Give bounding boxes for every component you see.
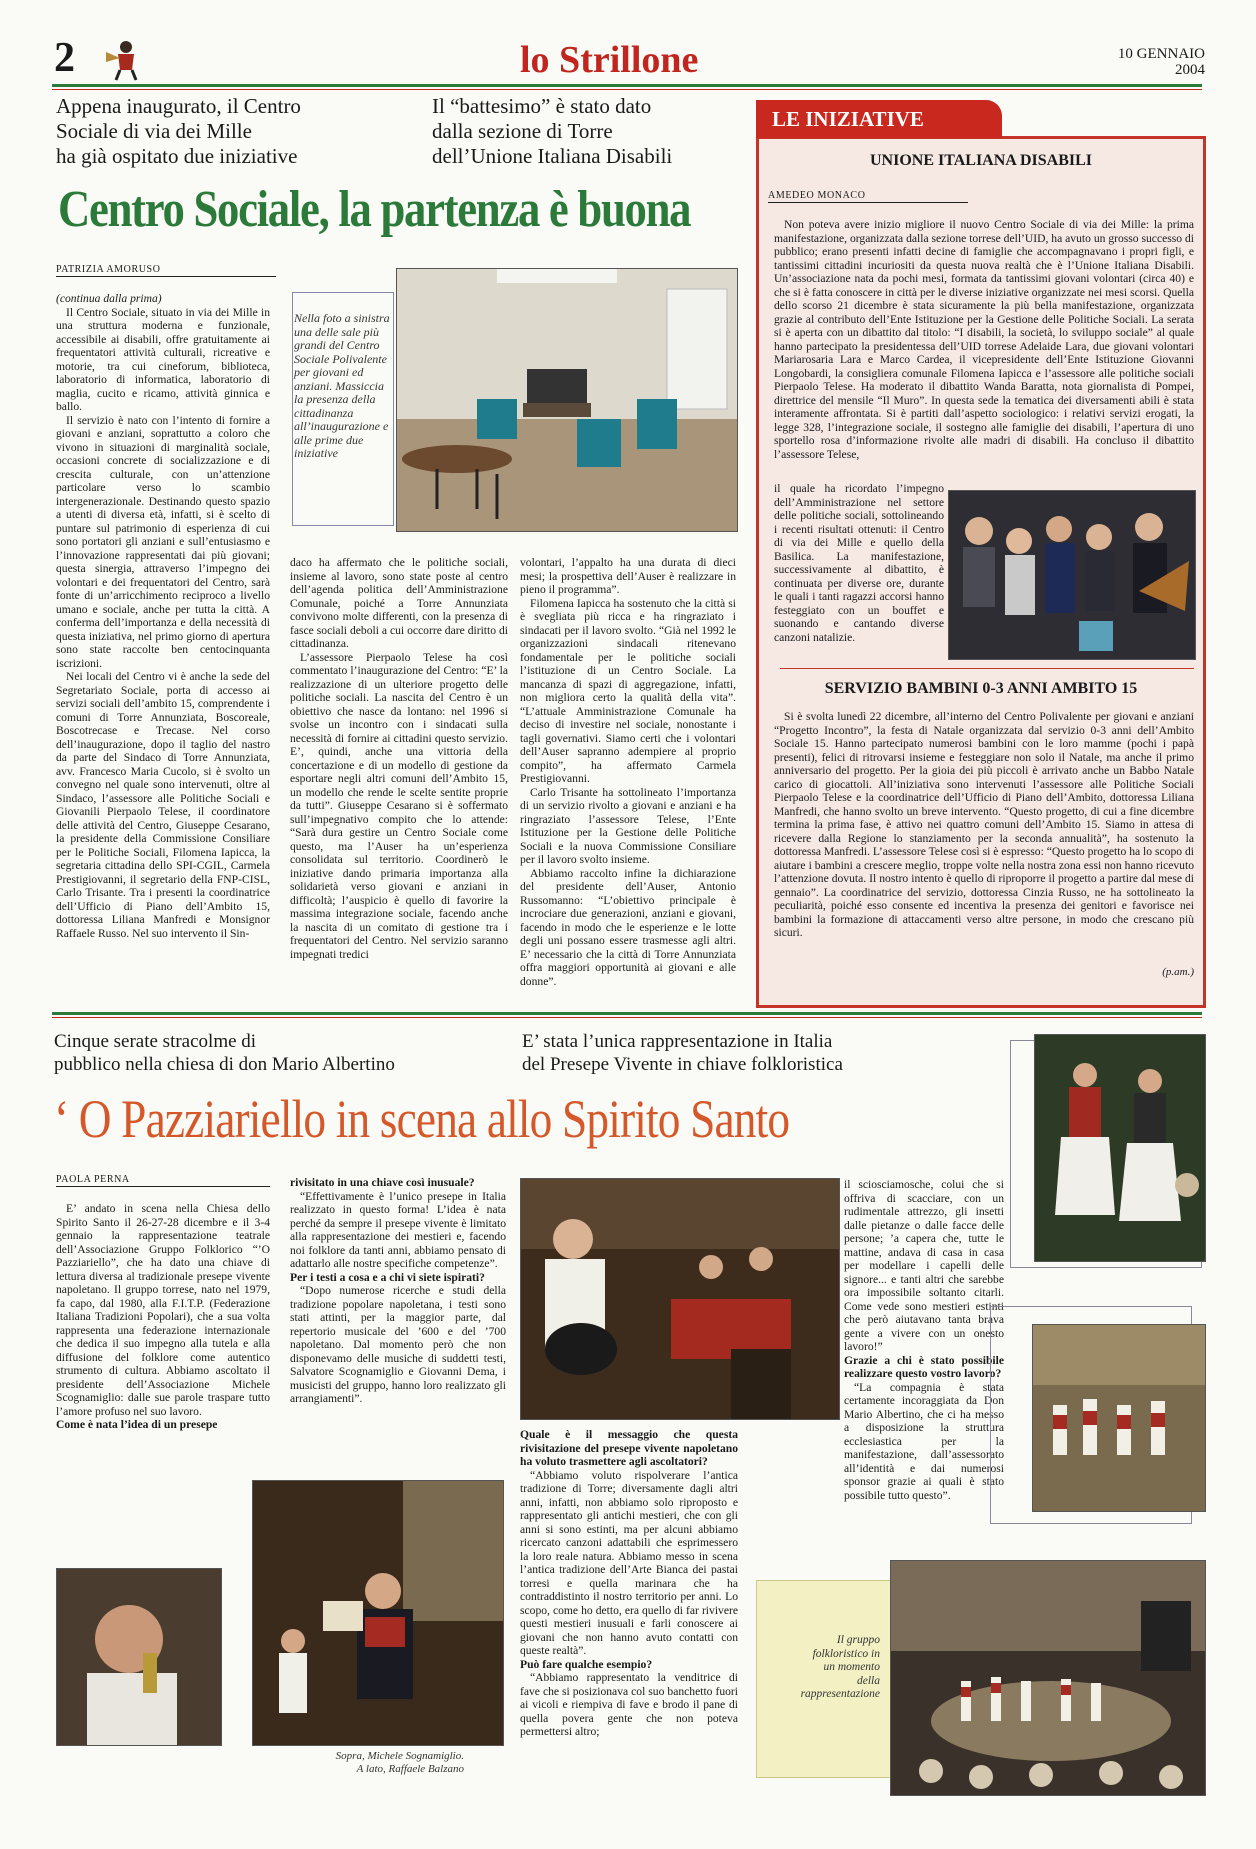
sidebar-section1-title: UNIONE ITALIANA DISABILI <box>870 152 1092 169</box>
continued-note: (continua dalla prima) <box>56 292 162 305</box>
kicker-left <box>56 94 301 169</box>
performance-photo <box>890 1560 1206 1796</box>
article2-kicker-right <box>522 1030 843 1076</box>
paragraph: Il Centro Sociale, situato in via dei Mille in una struttura moderna e funzionale, accessibile ai disabili, offre gratuitamente ai frequentatori attività culturali, ricreative e motorie, tra cui cineforum, biblioteca, laboratorio di informatica, laboratorio di maglia, cucito e ricamo, attività ginnica e ballo. <box>56 305 270 413</box>
question: Come è nata l’idea di un presepe <box>56 1418 218 1431</box>
question: Per i testi a cosa e a chi vi siete ispirati? <box>290 1270 485 1284</box>
paragraph: L’assessore Pierpaolo Telese ha così commentato l’inaugurazione del Centro: “E’ la realizzazione di un ulteriore progetto delle politiche sociali. La nascita del Centro è un obiettivo che nasce da lontano: nel 1996 si svolse un incontro con i sindacati sulla necessità di fornire ai cittadini questo servizio. E’, quindi, anche una vittoria della concertazione e di un modello di gestione da esportare negli altri comuni dell’Ambito 15, un modello che rende le scelte sentite proprie da tutti”. Giuseppe Cesarano si è soffermato sull’impegnativo compito che lo attende: “Sarà dura gestire un Centro Sociale come questo, ma l’Auser ha un’esperienza consolidata sul territorio. Coordinerò le iniziative dando primaria importanza alla solidarietà verso giovani e anziani in difficoltà; l’auspicio è quello di favorire la massima integrazione sociale, facendo anche la nascita di un comitato di gestione tra i frequentatori del Centro. Nel servizio saranno impegnati tredici <box>290 650 508 961</box>
article1-column-2 <box>290 556 508 1006</box>
caption-line: A lato, Raffaele Balzano <box>356 1763 464 1775</box>
paragraph: “Abbiamo voluto rispolverare l’antica tradizione di Torre; diversamente dagli altri anni, infatti, non abbiamo solo riproposto e rappresentato gli antichi mestieri, che con gli anni si sono estinti, ma per alcuni abbiamo ricercato canzoni adattabili che esprimessero la loro reale natura. Abbiamo messo in scena l’antica tradizione dell’Arte Bianca dei pastai torresi e quella marinara che ha contraddistinto il nostro territorio per anni. Lo scopo, come ho detto, era quello di far rivivere questi mestieri inusuali e farli conoscere ai giovani che non hanno avuto contatti con queste realtà”. <box>520 1468 738 1657</box>
performance-illustration <box>891 1561 1205 1795</box>
kicker-line: Appena inaugurato, il Centro <box>56 94 301 118</box>
singer-illustration <box>57 1569 221 1745</box>
kicker-line: Il “battesimo” è stato dato <box>432 94 652 118</box>
paragraph: Filomena Iapicca ha sostenuto che la città si è svegliata più ricca e ha ringraziato i sindacati per il lavoro svolto. “Già nel 1992 le organizzazioni sindacali ritenevano fondamentale per le politiche sociali l’istituzione di un Centro Sociale. La mancanza di spazi di aggregazione, infatti, non migliora certo la qualità della vita”. “L’attuale Amministrazione Comunale ha deciso di investire nel sociale, nonostante i tagli governativi. Siamo certi che i volontari dell’Auser sapranno adempiere al proprio compito”, ha affermato Carmela Prestigiovanni. <box>520 596 736 785</box>
question: Grazie a chi è stato possibile realizzare questo vostro lavoro? <box>844 1353 1004 1380</box>
question: rivisitato in una chiave così inusuale? <box>290 1176 475 1189</box>
question: Può fare qualche esempio? <box>520 1657 653 1671</box>
article2-column-4 <box>844 1178 1004 1574</box>
article2-column-1 <box>56 1202 270 1472</box>
article1-column-3 <box>520 556 736 1006</box>
sidebar-divider <box>780 668 1194 669</box>
paragraph: “Dopo numerose ricerche e studi della tradizione popolare napoletana, i testi sono stati attinti, per la maggior parte, dal repertorio musicale del ’600 e del ’700 napoletano. Dal momento però che non disponevamo delle musiche di suddetti testi, Salvatore Scognamiglio e Giovanni Dema, i musicisti del gruppo, hanno loro realizzato gli arrangiamenti”. <box>290 1284 506 1405</box>
article1-headline: Centro Sociale, la partenza è buona <box>58 181 691 238</box>
date-day: 10 GENNAIO <box>1117 46 1205 62</box>
hall-illustration <box>397 269 737 531</box>
dancers-illustration <box>1035 1035 1205 1261</box>
sidebar-signature: (p.am.) <box>1162 966 1194 978</box>
sidebar-byline: AMEDEO MONACO <box>768 190 968 203</box>
section-divider-thin <box>52 1017 1202 1018</box>
article2-kicker-left <box>54 1030 395 1076</box>
article2-byline: PAOLA PERNA <box>56 1174 270 1187</box>
speaker-illustration <box>253 1481 503 1745</box>
speaker-photo <box>252 1480 504 1746</box>
article1-photo-caption: Nella foto a sinistra una delle sale più grandi del Centro Sociale Polivalente per giovani ed anziani. Massiccia la presenza della cittadinanza all’inaugurazione e alle prime due iniziative <box>294 311 390 460</box>
paragraph: il sciosciamosche, colui che si offriva di scacciare, con un rudimentale attrezzo, gli insetti dalle pietanze o dalle facce delle persone; ’a capera che, tutte le mattine, andava di casa in casa per modellare i capelli delle signore... e tanti altri che sarebbe ora impossibile soltanto citarli. Come vede sono mestieri estinti che però aiutavano tanta brava gente a vivere con un onesto lavoro!” <box>844 1178 1004 1353</box>
kicker-line: dell’Unione Italiana Disabili <box>432 144 673 168</box>
article1-byline: PATRIZIA AMORUSO <box>56 264 276 277</box>
sidebar-text3 <box>774 710 1194 962</box>
kicker-right <box>432 94 672 169</box>
sidebar-tab: LE INIZIATIVE <box>756 100 1002 138</box>
crowd-illustration <box>949 491 1195 659</box>
article1-column-1 <box>56 292 270 1004</box>
paragraph: Non poteva avere inizio migliore il nuovo Centro Sociale di via dei Mille: la prima manifestazione, organizzata dalla sezione torrese dell’UID, ha avuto un grosso successo di pubblico; erano presenti infatti decine di famiglie che accompagnavano i propri figli, e tantissimi cittadini incuriositi da questa nuova realtà che è l’Unione Italiana Disabili. Un’associazione nata da pochi mesi, formata da tantissimi giovani volontari (circa 40) e che si è fatta conoscere in città per le diverse iniziative organizzate nei mesi scorsi. Quella dello scorso 21 dicembre è stata sicuramente la più bella manifestazione, organizzata grazie al contributo dell’Ente Istituzione per la Gestione delle Politiche Sociali. La serata si è aperta con un dibattito dal titolo: “I disabili, la società, lo sviluppo sociale” al quale hanno partecipato la presidentessa dell’UID torrese Adelaide Lara, due giovani volontari Mariarosaria Lara e Marco Cardea, il vicepresidente dell’Ente Istituzione Giovanni Longobardi, la consigliera comunale Filomena Iapicca e l’assessore alle politiche sociali Pierpaolo Telese. Ha moderato il dibattito Wanda Baratta, nota giornalista di Pompei, direttrice del mensile “Il Muro”. In questa sede la tematica dei diversamenti abili è stata interamente affrontata. Si è partiti dall’aspetto sociologico: i relativi servizi erogati, la legge 328, l’integrazione sociale, il sostegno alle famiglie dei disabili, l’apertura di uno sportello rosa d’informazione rivolte alle madri di disabili. Ha concluso il dibattito l’assessore Telese, <box>774 218 1194 461</box>
group-illustration <box>1033 1325 1205 1511</box>
folk-group-photo <box>1032 1324 1206 1512</box>
kicker-line: dalla sezione di Torre <box>432 119 613 143</box>
sidebar-section2-title: SERVIZIO BAMBINI 0-3 ANNI AMBITO 15 <box>824 680 1138 697</box>
paragraph: il quale ha ricordato l’impegno dell’Amministrazione nel settore delle politiche sociali, sottolineando i recenti risultati ottenuti: il Centro di via dei Mille e quello della Basilica. La manifestazione, successivamente al dibattito, è continuata per diverse ore, durante le quali i tanti ragazzi accorsi hanno festeggiato con un bouffet e suonando e cantando diverse canzoni natalizie. <box>774 482 944 644</box>
article2-column-2 <box>290 1176 506 1474</box>
sidebar-text1 <box>774 218 1194 486</box>
stage-illustration <box>521 1179 839 1419</box>
paragraph: “Abbiamo rappresentato la venditrice di fave che si posizionava col suo banchetto fuori ai vicoli e riempiva di fave e brodo il pane di quella povera gente che non poteva permettersi altro; <box>520 1671 738 1738</box>
masthead-rule-thin <box>52 89 1202 90</box>
article2-right-caption: Il gruppo folkloristico in un momento della rappresentazione <box>800 1634 880 1700</box>
community-hall-photo <box>396 268 738 532</box>
masthead-title: lo Strillone <box>520 39 699 81</box>
paragraph: volontari, l’appalto ha una durata di dieci mesi; la prospettiva dell’Auser è realizzare in pieno il programma”. <box>520 556 736 596</box>
date-year: 2004 <box>1175 62 1205 78</box>
article2-column-3 <box>520 1428 738 1788</box>
dancers-photo <box>1034 1034 1206 1262</box>
masthead-rule <box>52 84 1202 87</box>
paragraph: daco ha affermato che le politiche sociali, insieme al lavoro, sono state poste al centro dell’agenda politica dell’Amministrazione Comunale, poiché a Torre Annunziata convivono molte differenti, con la presenza di fasce sociali deboli a cui occorre dare diritto di cittadinanza. <box>290 556 508 650</box>
kicker-line: pubblico nella chiesa di don Mario Albertino <box>54 1054 395 1075</box>
paragraph: Il servizio è nato con l’intento di fornire a giovani e anziani, soprattutto a coloro che vivono in situazioni di marginalità sociale, occasioni concrete di socializzazione e di crescita culturale, con un’attenzione particolare verso lo scambio intergenerazionale. Destinando questo spazio a utenti di diversa età, infatti, si è scelto di puntare sul patrimonio di esperienza di cui sono portatori gli anziani e sull’entusiasmo e l’innovazione rappresentati dai più giovani; questa sinergia, attraverso l’impegno dei volontari e dei frequentatori del Centro, sarà fonte di un’arricchimento reciproco a livello umano e sociale, anche per tutta la città. A conferma dell’importanza e della necessità di questa iniziativa, nel primo giorno di apertura sono state raccolte ben centocinquanta iscrizioni. <box>56 413 270 670</box>
kicker-line: E’ stata l’unica rappresentazione in Italia <box>522 1031 833 1052</box>
guitarist-photo <box>520 1178 840 1420</box>
town-crier-icon <box>96 38 142 82</box>
paragraph: Nei locali del Centro vi è anche la sede del Segretariato Sociale, porta di accesso ai servizi sociali dell’ambito 15, comprendente i comuni di Torre Annunziata, Boscoreale, Boscotrecase e Trecase. Nel corso dell’inaugurazione, dopo il taglio del nastro da parte del Sindaco di Torre Annunziata, avv. Francesco Maria Cucolo, si è svolto un convegno nel quale sono intervenuti, oltre al Sindaco, l’assessore alle Politiche Sociali e Giovanili Pierpaolo Telese, il coordinatore delle attività del Centro, Giuseppe Cesarano, la presidente della Commissione Consiliare per le Politiche Sociali, Filomena Iapicca, la segretaria cittadina dello SPI-CGIL, Carmela Prestigiovanni, il segretario della FNP-CISL, Carlo Trisante. Tra i presenti la coordinatrice dell’Ufficio di Piano dell’Ambito 15, dottoressa Liliana Manfredi e Monsignor Raffaele Russo. Nel suo intervento il Sin- <box>56 670 270 940</box>
page-number: 2 <box>54 35 75 81</box>
paragraph: “La compagnia è stata certamente incoraggiata da Don Mario Albertino, che ci ha messo a disposizione la struttura ecclesiastica per la manifestazione, dall’assessorato all’identità e dai numerosi sponsor grazie ai quali è stato possibile tutto questo”. <box>844 1380 1004 1502</box>
kicker-line: del Presepe Vivente in chiave folkloristica <box>522 1054 843 1075</box>
paragraph: Si è svolta lunedì 22 dicembre, all’interno del Centro Polivalente per giovani e anziani “Progetto Incontro”, la festa di Natale organizzata dal servizio 0-3 anni dell’Ambito Sociale 15. Hanno partecipato numerosi bambini con le loro mamme (pochi i papà presenti), felici di ritrovarsi insieme e festeggiare non solo il Natale, ma anche il primo anniversario del progetto. Per la gioia dei più piccoli è arrivato anche un Babbo Natale carico di giocattoli. All’iniziativa sono intervenuti l’assessore alle Politiche Sociali Pierpaolo Telese e la coordinatrice dell’Ufficio di Piano dell’Ambito, dottoressa Liliana Manfredi, che hanno svolto un breve intervento. “Questo progetto, di cui a fine dicembre termina la prima fase, è attivo nei quattro comuni dell’Ambito 15. Siamo in attesa di ricevere dalla Regione lo stanziamento per la seconda annualità”, ha sostenuto la dottoressa Manfredi. L’assessore Telese così si è espresso: “Questo progetto ha lo scopo di aiutare i bambini a crescere meglio, troppe volte nella nostra zona essi non hanno ricevuto l’attenzione dovuta. Il nostro intento è quello di riproporre il progetto a partire dal mese di gennaio”. La coordinatrice del servizio, dottoressa Cinzia Russo, ne ha sottolineato la peculiarità, poiché esso consente ed incentiva la presenza dei genitori e favorisce nei bambini la formazione di attaccamenti verso altre persone, in modo che crescano più sicuri. <box>774 710 1194 939</box>
singer-photo <box>56 1568 222 1746</box>
paragraph: “Effettivamente è l’unico presepe in Italia realizzato in questo forma! L’idea è nata perché da sempre il presepe vivente è limitato alla rappresentazione dei mestieri e, facendo noi folklore da tanti anni, abbiamo pensato di adattarlo alle nostre specifiche competenze”. <box>290 1189 506 1270</box>
article2-headline: ‘ O Pazziariello in scena allo Spirito Santo <box>54 1089 790 1149</box>
caption-line: Sopra, Michele Sognamiglio. <box>335 1750 464 1762</box>
paragraph: Carlo Trisante ha sottolineato l’importanza di un servizio rivolto a giovani e anziani e ha ringraziato l’assessore Telese, l’Ente Istituzione per la Gestione delle Politiche Sociali e la nuova Commissione Consiliare per il lavoro svolto insieme. <box>520 785 736 866</box>
uid-event-photo <box>948 490 1196 660</box>
question: Quale è il messaggio che questa rivisitazione del presepe vivente napoletano ha voluto trasmettere agli ascoltatori? <box>520 1428 738 1468</box>
sidebar-text2 <box>774 482 944 656</box>
masthead-date <box>1105 46 1205 78</box>
paragraph: Abbiamo raccolto infine la dichiarazione del presidente dell’Auser, Antonio Russomanno: “L’obiettivo principale è incrociare due generazioni, anziani e giovani, facendo in modo che le esperienze e le lotte degli uni possano essere trasmesse agli altri. E’ necessario che la città di Torre Annunziata offra maggiori opportunità ai giovani e alle donne”. <box>520 866 736 988</box>
kicker-line: Sociale di via dei Mille <box>56 119 252 143</box>
section-divider <box>52 1012 1202 1015</box>
kicker-line: ha già ospitato due iniziative <box>56 144 298 168</box>
paragraph: E’ andato in scena nella Chiesa dello Spirito Santo il 26-27-28 dicembre e il 3-4 gennaio la rappresentazione teatrale dell’Associazione Gruppo Folklorico “’O Pazziariello”, che ha dato una chiave di lettura diversa al tradizionale presepe vivente napoletano. Il gruppo torrese, nato nel 1979, fa capo, dal 1980, alla F.I.T.P. (Federazione Italiana Tradizioni Popolari), che a sua volta rappresenta una federazione internazionale che dedica il suo impegno alla tutela e alla diffusione del folklore come autentico strumento di cultura. Abbiamo ascoltato il presidente dell’Associazione Michele Scognamiglio: dalle sue parole traspare tutto l’amore profuso nel suo lavoro. <box>56 1202 270 1418</box>
kicker-line: Cinque serate stracolme di <box>54 1031 257 1052</box>
article2-photo-caption <box>300 1750 464 1776</box>
